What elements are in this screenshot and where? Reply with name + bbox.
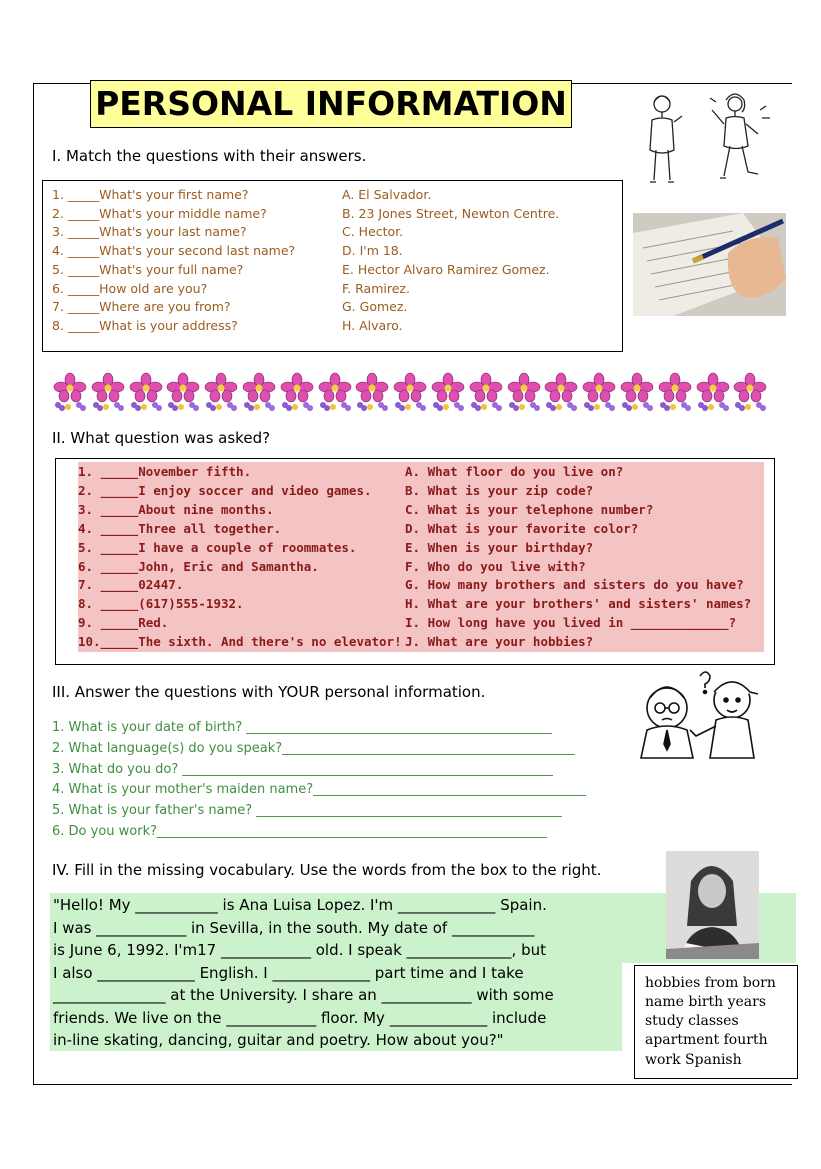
flower-icon xyxy=(506,372,542,412)
flower-icon xyxy=(695,372,731,412)
question-item: 2. _____What's your middle name? xyxy=(52,206,267,221)
flower-icon xyxy=(317,372,353,412)
section4-heading: IV. Fill in the missing vocabulary. Use the words from the box to the right. xyxy=(52,861,602,879)
flower-icon xyxy=(392,372,428,412)
flower-icon xyxy=(430,372,466,412)
answer-item: 8. _____(617)555-1932. xyxy=(78,596,244,611)
paragraph-line: in-line skating, dancing, guitar and poetry. How about you?" xyxy=(53,1031,504,1049)
question-item: 7. _____Where are you from? xyxy=(52,299,231,314)
answer-item: 10._____The sixth. And there's no elevator! xyxy=(78,634,402,649)
paragraph-line: is June 6, 1992. I'm17 ____________ old. I speak ______________, but xyxy=(53,941,547,959)
answer-item: A. El Salvador. xyxy=(342,187,432,202)
cartoon-women-image xyxy=(640,90,775,190)
word-box xyxy=(634,965,798,1079)
question-item: D. What is your favorite color? xyxy=(405,521,639,536)
answer-item: 2. _____I enjoy soccer and video games. xyxy=(78,483,372,498)
section3-heading: III. Answer the questions with YOUR personal information. xyxy=(52,683,486,701)
question-item: B. What is your zip code? xyxy=(405,483,594,498)
answer-line[interactable]: 1. What is your date of birth? _______________________________________________ xyxy=(52,720,552,735)
flower-icon xyxy=(128,372,164,412)
word-box-line: study classes xyxy=(645,1013,739,1029)
question-item: F. Who do you live with? xyxy=(405,559,586,574)
confused-cartoon-image xyxy=(632,668,772,760)
question-item: C. What is your telephone number? xyxy=(405,502,654,517)
word-box-line: work Spanish xyxy=(645,1052,742,1068)
flower-icon xyxy=(354,372,390,412)
flower-icon xyxy=(543,372,579,412)
answer-line[interactable]: 6. Do you work?____________________________________________________________ xyxy=(52,824,548,839)
word-box-line: apartment fourth xyxy=(645,1032,768,1048)
answer-line[interactable]: 5. What is your father's name? _______________________________________________ xyxy=(52,803,562,818)
answer-item: C. Hector. xyxy=(342,224,404,239)
answer-item: 7. _____02447. xyxy=(78,577,184,592)
flower-icon xyxy=(657,372,693,412)
answer-item: H. Alvaro. xyxy=(342,318,403,333)
answer-line[interactable]: 2. What language(s) do you speak?_____________________________________________ xyxy=(52,741,575,756)
flower-icon xyxy=(619,372,655,412)
question-item: 3. _____What's your last name? xyxy=(52,224,247,239)
flower-icon xyxy=(468,372,504,412)
answer-item: F. Ramirez. xyxy=(342,281,410,296)
answer-line[interactable]: 4. What is your mother's maiden name?__________________________________________ xyxy=(52,782,587,797)
answer-item: 6. _____John, Eric and Samantha. xyxy=(78,559,319,574)
answer-item: 5. _____I have a couple of roommates. xyxy=(78,540,357,555)
question-item: E. When is your birthday? xyxy=(405,540,594,555)
question-item: A. What floor do you live on? xyxy=(405,464,624,479)
question-item: 6. _____How old are you? xyxy=(52,281,208,296)
page-title: PERSONAL INFORMATION xyxy=(90,80,572,128)
question-item: 5. _____What's your full name? xyxy=(52,262,244,277)
word-box-line: hobbies from born xyxy=(645,975,776,991)
question-item: J. What are your hobbies? xyxy=(405,634,594,649)
answer-item: G. Gomez. xyxy=(342,299,408,314)
answer-item: 9. _____Red. xyxy=(78,615,169,630)
answer-line[interactable]: 3. What do you do? _________________________________________________________ xyxy=(52,762,553,777)
question-item: 4. _____What's your second last name? xyxy=(52,243,296,258)
answer-item: 3. _____About nine months. xyxy=(78,502,274,517)
paragraph-line: I also _____________ English. I _____________ part time and I take xyxy=(53,964,524,982)
flower-icon xyxy=(203,372,239,412)
answer-item: E. Hector Alvaro Ramirez Gomez. xyxy=(342,262,550,277)
flower-icon xyxy=(732,372,768,412)
paragraph-line: "Hello! My ___________ is Ana Luisa Lopez. I'm _____________ Spain. xyxy=(53,896,547,914)
question-item: H. What are your brothers' and sisters' names? xyxy=(405,596,752,611)
answer-item: D. I'm 18. xyxy=(342,243,403,258)
answer-item: 1. _____November fifth. xyxy=(78,464,252,479)
student-photo xyxy=(666,851,759,959)
answer-item: 4. _____Three all together. xyxy=(78,521,282,536)
paragraph-line: friends. We live on the ____________ floor. My _____________ include xyxy=(53,1009,547,1027)
question-item: I. How long have you lived in _____________? xyxy=(405,615,737,630)
answer-item: B. 23 Jones Street, Newton Centre. xyxy=(342,206,560,221)
paragraph-line: _______________ at the University. I share an ____________ with some xyxy=(53,986,554,1004)
section2-heading: II. What question was asked? xyxy=(52,429,271,447)
paragraph-line: I was ____________ in Sevilla, in the south. My date of ___________ xyxy=(53,919,535,937)
writing-hand-photo xyxy=(633,213,786,316)
question-item: 1. _____What's your first name? xyxy=(52,187,249,202)
flower-icon xyxy=(279,372,315,412)
question-item: 8. _____What is your address? xyxy=(52,318,238,333)
question-item: G. How many brothers and sisters do you have? xyxy=(405,577,744,592)
flower-icon xyxy=(241,372,277,412)
flower-icon xyxy=(52,372,88,412)
flower-icon xyxy=(581,372,617,412)
flower-icon xyxy=(90,372,126,412)
section1-heading: I. Match the questions with their answers. xyxy=(52,147,367,165)
flower-border xyxy=(52,372,774,412)
flower-icon xyxy=(165,372,201,412)
word-box-line: name birth years xyxy=(645,994,767,1010)
